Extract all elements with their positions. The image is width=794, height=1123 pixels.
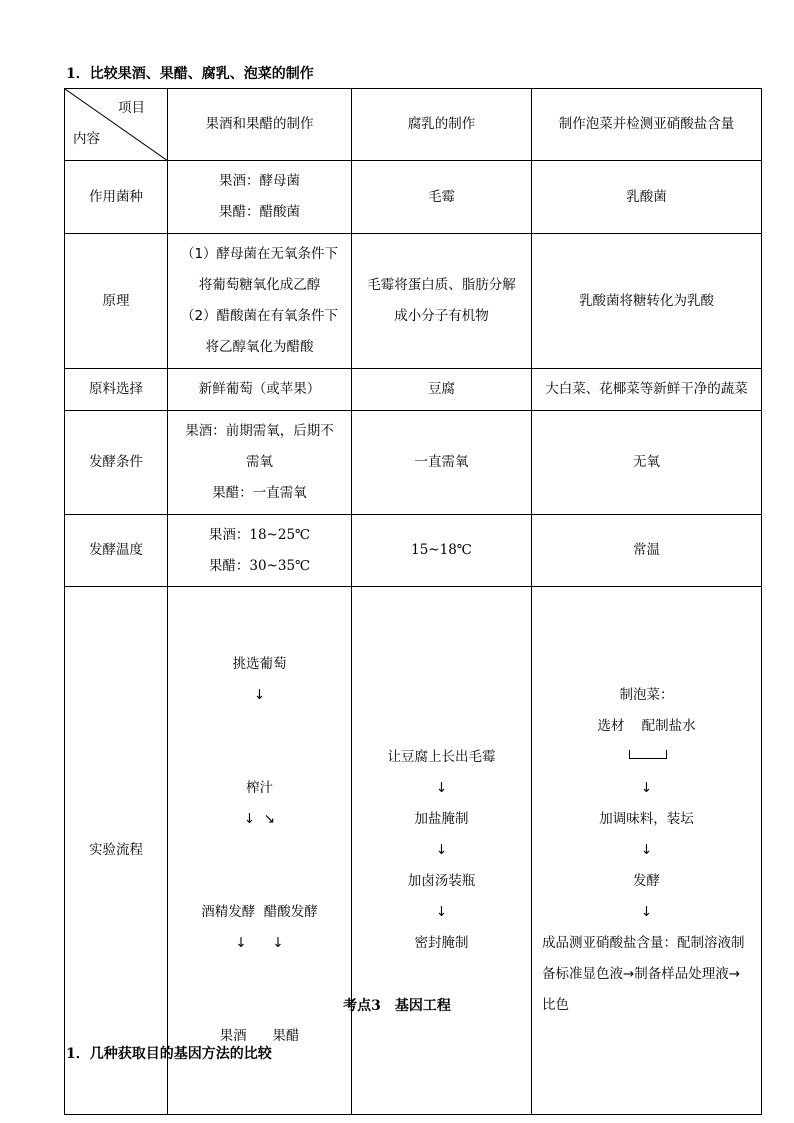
row-label: 作用菌种 <box>65 161 168 234</box>
row-label: 发酵温度 <box>65 515 168 587</box>
cell-text: 毛霉将蛋白质、脂肪分解 成小分子有机物 <box>352 234 532 369</box>
flow-sufu: 让豆腐上长出毛霉 ↓ 加盐腌制 ↓ 加卤汤装瓶 ↓ 密封腌制 <box>352 587 532 1115</box>
cell-text: 果酒：前期需氧，后期不 需氧 果醋：一直需氧 <box>168 411 352 515</box>
row-label: 实验流程 <box>65 587 168 1115</box>
section-heading-1: 1．比较果酒、果醋、腐乳、泡菜的制作 <box>66 66 314 82</box>
corner-top-label: 项目 <box>118 100 145 116</box>
flow-wine-vinegar: 挑选葡萄 ↓ 榨汁 ↓ ↘ 酒精发酵 醋酸发酵 ↓ ↓ 果酒 果醋 <box>168 587 352 1115</box>
cell-text: 常温 <box>532 515 762 587</box>
cell-text: 乳酸菌将糖转化为乳酸 <box>532 234 762 369</box>
section-label: 考点3 <box>343 998 381 1014</box>
cell-text: 大白菜、花椰菜等新鲜干净的蔬菜 <box>532 369 762 411</box>
cell-text: （1）酵母菌在无氧条件下 将葡萄糖氧化成乙醇 （2）醋酸菌在有氧条件下 将乙醇氧化为醋酸 <box>168 234 352 369</box>
corner-cell <box>65 89 168 161</box>
cell-text: 乳酸菌 <box>532 161 762 234</box>
table-row <box>65 515 762 587</box>
header-col3: 制作泡菜并检测亚硝酸盐含量 <box>532 89 762 161</box>
row-label: 发酵条件 <box>65 411 168 515</box>
table-row <box>65 587 762 1115</box>
section-heading-2: 1．几种获取目的基因方法的比较 <box>66 1046 272 1062</box>
flow-pickle: 制泡菜： 选材 配制盐水 ↓ 加调味料，装坛 ↓ 发酵 ↓ 成品测亚硝酸盐含量：配制溶液制 备标准显色液→制备样品处理液→ 比色 <box>532 587 762 1115</box>
merge-bracket <box>535 742 758 773</box>
comparison-table <box>64 88 762 1115</box>
table-row <box>65 234 762 369</box>
row-label: 原料选择 <box>65 369 168 411</box>
table-row <box>65 369 762 411</box>
cell-text: 新鲜葡萄（或苹果） <box>168 369 352 411</box>
table-row <box>65 411 762 515</box>
cell-text: 一直需氧 <box>352 411 532 515</box>
diagonal-line <box>65 89 168 161</box>
section-title <box>0 995 794 1015</box>
header-col2: 腐乳的制作 <box>352 89 532 161</box>
cell-text: 无氧 <box>532 411 762 515</box>
corner-bottom-label: 内容 <box>73 131 100 147</box>
header-col1: 果酒和果醋的制作 <box>168 89 352 161</box>
table-header-row <box>65 89 762 161</box>
cell-text: 15~18℃ <box>352 515 532 587</box>
cell-text: 毛霉 <box>352 161 532 234</box>
cell-text: 果酒：酵母菌 果醋：醋酸菌 <box>168 161 352 234</box>
row-label: 原理 <box>65 234 168 369</box>
table-row <box>65 161 762 234</box>
cell-text: 果酒：18~25℃ 果醋：30~35℃ <box>168 515 352 587</box>
cell-text: 豆腐 <box>352 369 532 411</box>
section-name: 基因工程 <box>394 998 451 1014</box>
